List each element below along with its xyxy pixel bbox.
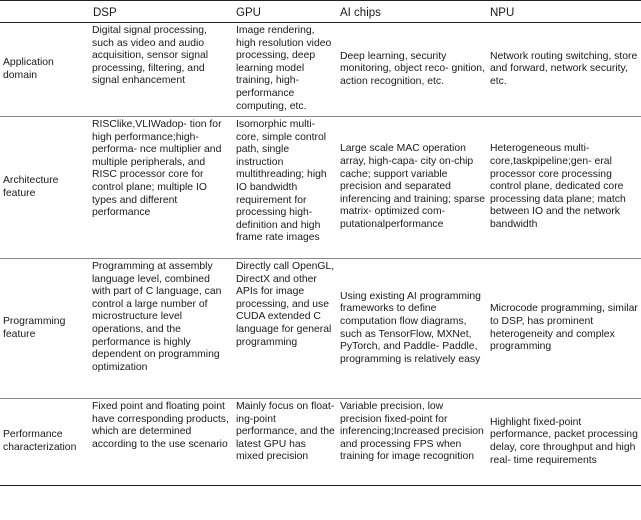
cell-gpu: Isomorphic multi- core, simple control path, single instruction multithreading; high IO bandwidth requirement for processing high- definition and high frame rate images	[233, 117, 337, 259]
cell-ai-chips: Deep learning, security monitoring, object reco- gnition, action recognition, etc.	[337, 23, 487, 117]
cell-npu: Microcode programming, similar to DSP, has prominent heterogeneity and complex programming	[487, 259, 641, 399]
header-ai-chips: AI chips	[337, 1, 487, 23]
cell-gpu: Image rendering, high resolution video processing, deep learning model training, high- performance computing, etc.	[233, 23, 337, 117]
row-performance-characterization	[0, 399, 641, 486]
row-label: Performance characterization	[0, 399, 89, 486]
header-empty	[0, 1, 89, 23]
header-gpu: GPU	[233, 1, 337, 23]
cell-dsp: Digital signal processing, such as video and audio acquisition, sensor signal processing, filtering, and signal enhancement	[89, 23, 233, 117]
cell-ai-chips: Variable precision, low precision fixed-point for inferencing;Increased precision and processing FPS when training for image recognition	[337, 399, 487, 486]
cell-gpu: Mainly focus on float- ing-point performance, and the latest GPU has mixed precision	[233, 399, 337, 486]
row-label: Application domain	[0, 23, 89, 117]
row-application-domain	[0, 23, 641, 117]
header-dsp: DSP	[89, 1, 233, 23]
cell-ai-chips: Using existing AI programming frameworks to define computation flow diagrams, such as TensorFlow, MXNet, PyTorch, and Paddle- Paddle, programming is relatively easy	[337, 259, 487, 399]
cell-npu: Network routing switching, store and forward, network security, etc.	[487, 23, 641, 117]
cell-dsp: Programming at assembly language level, combined with part of C language, can control a large number of microstructure level operations, and the performance is highly dependent on programming optimization	[89, 259, 233, 399]
header-npu: NPU	[487, 1, 641, 23]
header-row	[0, 1, 641, 23]
cell-ai-chips: Large scale MAC operation array, high-capa- city on-chip cache; support variable precision and separated inferencing and training; sparse matrix- optimized com- putationalperformance	[337, 117, 487, 259]
row-programming-feature	[0, 259, 641, 399]
row-label: Architecture feature	[0, 117, 89, 259]
cell-gpu: Directly call OpenGL, DirectX and other APIs for image processing, and use CUDA extended C language for general programming	[233, 259, 337, 399]
row-architecture-feature	[0, 117, 641, 259]
cell-npu: Heterogeneous multi- core,taskpipeline;gen- eral processor core processing control plane, dedicated core processing data plane; match between IO and the network bandwidth	[487, 117, 641, 259]
cell-npu: Highlight fixed-point performance, packet processing delay, core throughput and high real- time requirements	[487, 399, 641, 486]
cell-dsp: Fixed point and floating point have corresponding products, which are determined according to the use scenario	[89, 399, 233, 486]
cell-dsp: RISClike,VLIWadop- tion for high performance;high- performa- nce multiplier and multiple peripherals, and RISC processor core for control plane; multiple IO types and different performance	[89, 117, 233, 259]
row-label: Programming feature	[0, 259, 89, 399]
